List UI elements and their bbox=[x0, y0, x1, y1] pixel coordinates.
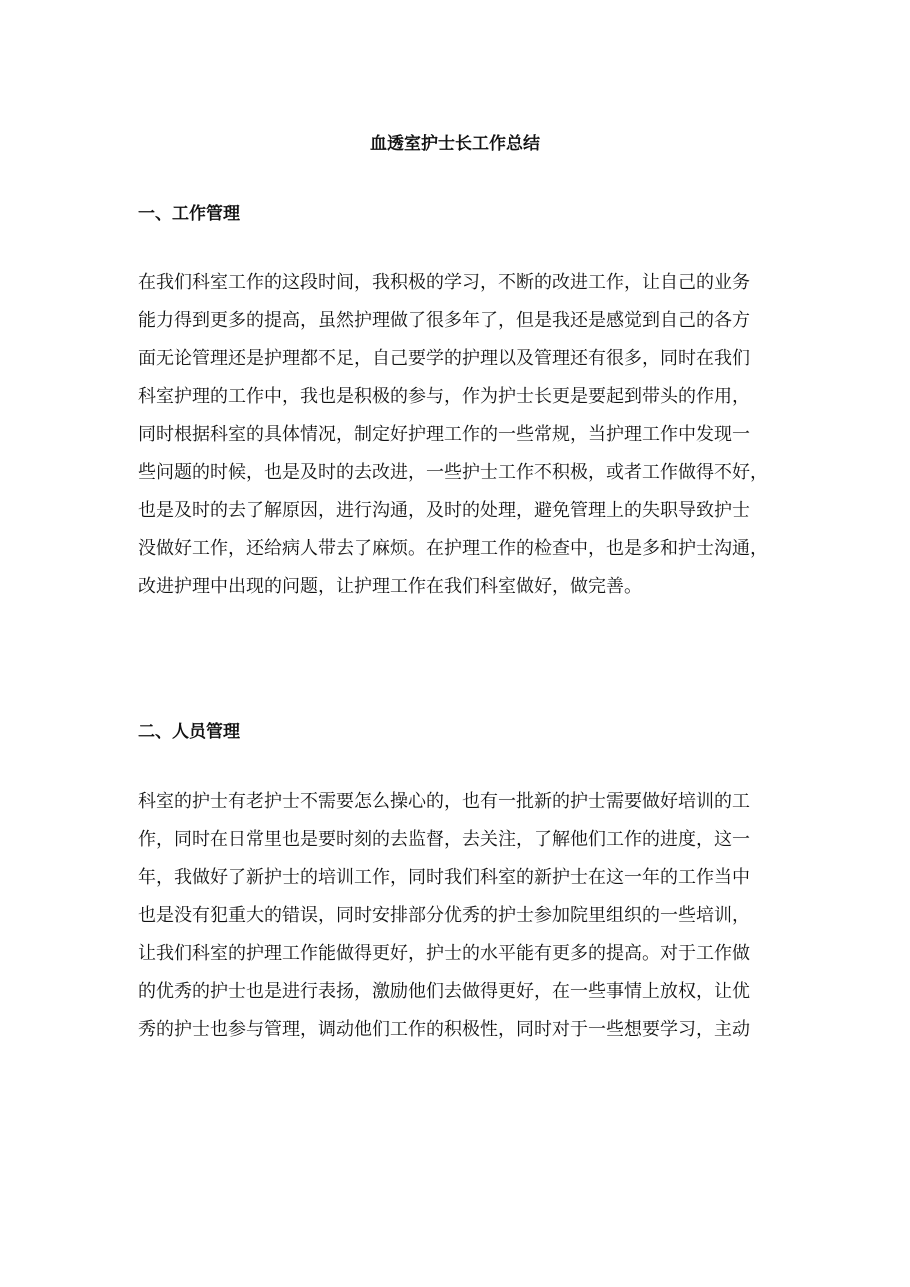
paragraph-line: 科室护理的工作中，我也是积极的参与，作为护士长更是要起到带头的作用， bbox=[138, 386, 750, 407]
paragraph-line: 也是及时的去了解原因，进行沟通，及时的处理，避免管理上的失职导致护士 bbox=[138, 500, 750, 521]
paragraph-line: 面无论管理还是护理都不足，自己要学的护理以及管理还有很多，同时在我们 bbox=[138, 348, 750, 369]
paragraph-line: 能力得到更多的提高，虽然护理做了很多年了，但是我还是感觉到自己的各方 bbox=[138, 310, 750, 331]
paragraph-line: 秀的护士也参与管理，调动他们工作的积极性，同时对于一些想要学习，主动 bbox=[138, 1019, 750, 1040]
paragraph-line: 年，我做好了新护士的培训工作，同时我们科室的新护士在这一年的工作当中 bbox=[138, 867, 750, 888]
document-title: 血透室护士长工作总结 bbox=[370, 134, 540, 154]
paragraph-line: 作，同时在日常里也是要时刻的去监督，去关注，了解他们工作的进度，这一 bbox=[138, 829, 750, 850]
paragraph-line: 科室的护士有老护士不需要怎么操心的，也有一批新的护士需要做好培训的工 bbox=[138, 791, 750, 812]
paragraph-line: 些问题的时候，也是及时的去改进，一些护士工作不积极，或者工作做得不好， bbox=[138, 462, 768, 483]
paragraph-line: 让我们科室的护理工作能做得更好，护士的水平能有更多的提高。对于工作做 bbox=[138, 943, 750, 964]
section-paragraph-work-management bbox=[138, 264, 778, 606]
paragraph-line: 没做好工作，还给病人带去了麻烦。在护理工作的检查中，也是多和护士沟通， bbox=[138, 538, 768, 559]
section-paragraph-staff-management bbox=[138, 783, 778, 1049]
paragraph-line: 也是没有犯重大的错误，同时安排部分优秀的护士参加院里组织的一些培训， bbox=[138, 905, 750, 926]
section-heading-staff-management: 二、人员管理 bbox=[138, 722, 240, 742]
section-heading-work-management: 一、工作管理 bbox=[138, 204, 240, 224]
paragraph-line: 在我们科室工作的这段时间，我积极的学习，不断的改进工作，让自己的业务 bbox=[138, 272, 750, 293]
paragraph-line: 同时根据科室的具体情况，制定好护理工作的一些常规，当护理工作中发现一 bbox=[138, 424, 750, 445]
paragraph-line: 改进护理中出现的问题，让护理工作在我们科室做好，做完善。 bbox=[138, 576, 642, 597]
paragraph-line: 的优秀的护士也是进行表扬，激励他们去做得更好，在一些事情上放权，让优 bbox=[138, 981, 750, 1002]
